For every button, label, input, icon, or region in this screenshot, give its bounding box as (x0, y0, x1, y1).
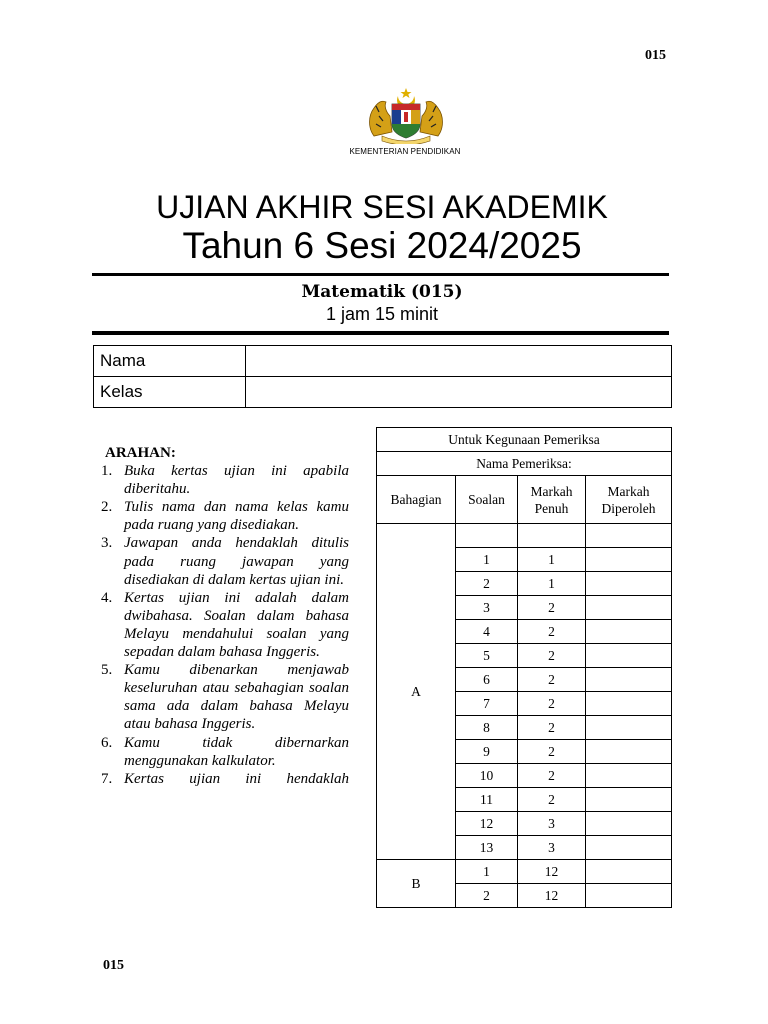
full-marks-cell: 12 (518, 860, 586, 884)
examiner-table-title: Untuk Kegunaan Pemeriksa (377, 428, 672, 452)
ministry-name: KEMENTERIAN PENDIDIKAN (349, 147, 461, 156)
question-cell: 9 (456, 740, 518, 764)
question-cell: 5 (456, 644, 518, 668)
obtained-marks-cell[interactable] (586, 548, 672, 572)
class-field[interactable] (246, 377, 672, 408)
obtained-marks-cell[interactable] (586, 644, 672, 668)
instruction-item: 3. Jawapan anda hendaklah ditulis pada ruang jawapan yang disediakan di dalam kertas ujian ini. (101, 535, 349, 588)
table-row (377, 524, 672, 548)
full-marks-cell: 1 (518, 548, 586, 572)
exam-year-session: Tahun 6 Sesi 2024/2025 (182, 225, 582, 266)
obtained-marks-cell[interactable] (586, 620, 672, 644)
obtained-marks-cell[interactable] (586, 740, 672, 764)
column-header: Markah Diperoleh (586, 476, 672, 524)
obtained-marks-cell[interactable] (586, 596, 672, 620)
full-marks-cell: 2 (518, 668, 586, 692)
question-cell: 2 (456, 884, 518, 908)
page-code-bottom: 015 (103, 958, 124, 973)
obtained-marks-cell[interactable] (586, 812, 672, 836)
obtained-marks-cell[interactable] (586, 836, 672, 860)
obtained-marks-cell[interactable] (586, 884, 672, 908)
instruction-item: 6. Kamu tidak dibernarkan menggunakan kalkulator. (101, 734, 349, 769)
obtained-marks-cell[interactable] (586, 716, 672, 740)
examiner-marks-table (376, 427, 672, 908)
question-cell: 4 (456, 620, 518, 644)
question-cell: 8 (456, 716, 518, 740)
student-identity-form (93, 345, 672, 408)
name-field[interactable] (246, 346, 672, 377)
question-cell (456, 524, 518, 548)
full-marks-cell: 1 (518, 572, 586, 596)
exam-duration: 1 jam 15 minit (325, 304, 439, 324)
obtained-marks-cell[interactable] (586, 860, 672, 884)
subject-title: Matematik (015) (301, 282, 463, 302)
full-marks-cell: 2 (518, 596, 586, 620)
column-header: Markah Penuh (518, 476, 586, 524)
divider-top (92, 273, 669, 276)
question-cell: 10 (456, 764, 518, 788)
divider-bottom (92, 331, 669, 335)
obtained-marks-cell[interactable] (586, 668, 672, 692)
instructions-block (101, 444, 349, 788)
class-label: Kelas (94, 377, 246, 408)
full-marks-cell: 2 (518, 692, 586, 716)
question-cell: 1 (456, 860, 518, 884)
full-marks-cell: 2 (518, 740, 586, 764)
instruction-item: 4. Kertas ujian ini adalah dalam dwibahasa. Soalan dalam bahasa Melayu mendahului soalan yang sepadan dalam bahasa Inggeris. (101, 589, 349, 661)
page-code-top: 015 (645, 48, 666, 63)
obtained-marks-cell[interactable] (586, 524, 672, 548)
table-row (377, 860, 672, 884)
instruction-item: 1. Buka kertas ujian ini apabila diberitahu. (101, 463, 349, 498)
examiner-name-label: Nama Pemeriksa: (377, 452, 672, 476)
column-header: Soalan (456, 476, 518, 524)
full-marks-cell: 2 (518, 620, 586, 644)
full-marks-cell: 2 (518, 716, 586, 740)
question-cell: 13 (456, 836, 518, 860)
instruction-item: 2. Tulis nama dan nama kelas kamu pada ruang yang disediakan. (101, 499, 349, 534)
full-marks-cell: 12 (518, 884, 586, 908)
full-marks-cell: 2 (518, 644, 586, 668)
question-cell: 7 (456, 692, 518, 716)
section-cell: A (377, 524, 456, 860)
question-cell: 2 (456, 572, 518, 596)
full-marks-cell: 3 (518, 836, 586, 860)
full-marks-cell: 2 (518, 788, 586, 812)
obtained-marks-cell[interactable] (586, 572, 672, 596)
column-header: Bahagian (377, 476, 456, 524)
name-label: Nama (94, 346, 246, 377)
coat-of-arms-icon (364, 86, 448, 144)
question-cell: 12 (456, 812, 518, 836)
full-marks-cell: 2 (518, 764, 586, 788)
obtained-marks-cell[interactable] (586, 788, 672, 812)
full-marks-cell (518, 524, 586, 548)
question-cell: 3 (456, 596, 518, 620)
question-cell: 1 (456, 548, 518, 572)
obtained-marks-cell[interactable] (586, 692, 672, 716)
section-cell: B (377, 860, 456, 908)
full-marks-cell: 3 (518, 812, 586, 836)
exam-title: UJIAN AKHIR SESI AKADEMIK (156, 189, 608, 225)
instruction-item: 7. Kertas ujian ini hendaklah (101, 770, 349, 787)
question-cell: 6 (456, 668, 518, 692)
instructions-heading: ARAHAN: (105, 445, 176, 461)
instruction-item: 5. Kamu dibenarkan menjawab keseluruhan atau sebahagian soalan sama ada dalam bahasa Melayu atau bahasa Inggeris. (101, 662, 349, 733)
question-cell: 11 (456, 788, 518, 812)
obtained-marks-cell[interactable] (586, 764, 672, 788)
instructions-list (101, 462, 349, 788)
